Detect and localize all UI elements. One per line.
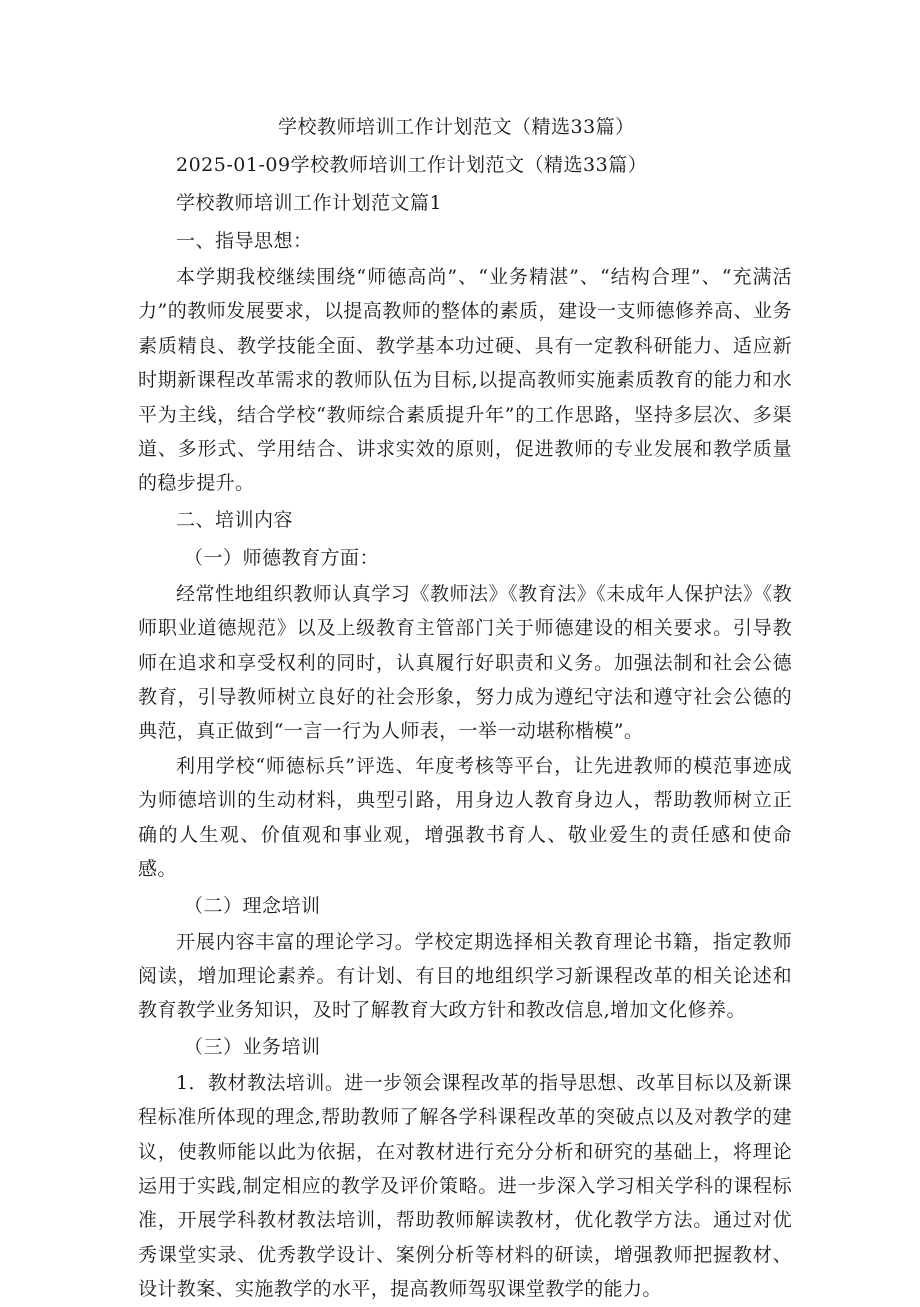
- paragraph-guiding-thought: 本学期我校继续围绕“师德高尚”、“业务精湛”、“结构合理”、“充满活力”的教师发展要求，以提高教师的整体的素质，建设一支师德修养高、业务素质精良、教学技能全面、教学基本功过硬、具有一定教科研能力、适应新时期新课程改革需求的教师队伍为目标,以提高教师实施素质教育的能力和水平为主线，结合学校“教师综合素质提升年”的工作思路，坚持多层次、多渠道、多形式、学用结合、讲求实效的原则，促进教师的专业发展和教学质量的稳步提升。: [138, 266, 792, 495]
- section-heading-guiding-thought: 一、指导思想：: [176, 230, 313, 252]
- subsection-heading-business: （三）业务培训: [184, 1035, 321, 1058]
- document-title: 学校教师培训工作计划范文（精选33篇）: [278, 116, 635, 138]
- subsection-heading-ethics: （一）师德教育方面：: [184, 546, 380, 569]
- paragraph-concept: 开展内容丰富的理论学习。学校定期选择相关教育理论书籍，指定教师阅读，增加理论素养。有计划、有目的地组织学习新课程改革的相关论述和教育教学业务知识，及时了解教育大政方针和教改信息,增加文化修养。: [138, 930, 792, 1022]
- paragraph-business: 1．教材教法培训。进一步领会课程改革的指导思想、改革目标以及新课程标准所体现的理念,帮助教师了解各学科课程改革的突破点以及对教学的建议，使教师能以此为依据，在对教材进行充分分析和研究的基础上，将理论运用于实践,制定相应的教学及评价策略。进一步深入学习相关学科的课程标准，开展学科教材教法培训，帮助教师解读教材，优化教学方法。通过对优秀课堂实录、优秀教学设计、案例分析等材料的研读，增强教师把握教材、设计教案、实施教学的水平，提高教师驾驭课堂教学的能力。: [138, 1071, 792, 1301]
- document-page: [138, 108, 792, 1307]
- article-heading: 学校教师培训工作计划范文篇1: [176, 192, 443, 214]
- section-heading-training-content: 二、培训内容: [176, 508, 294, 531]
- paragraph-ethics-2: 利用学校“师德标兵”评选、年度考核等平台，让先进教师的模范事迹成为师德培训的生动材料，典型引路，用身边人教育身边人，帮助教师树立正确的人生观、价值观和事业观，增强教书育人、敬业爱生的责任感和使命感。: [138, 754, 792, 881]
- subsection-heading-concept: （二）理念培训: [184, 894, 321, 917]
- paragraph-ethics-1: 经常性地组织教师认真学习《教师法》《教育法》《未成年人保护法》《教师职业道德规范》以及上级教育主管部门关于师德建设的相关要求。引导教师在追求和享受权利的同时，认真履行好职责和义务。加强法制和社会公德教育，引导教师树立良好的社会形象，努力成为遵纪守法和遵守社会公德的典范，真正做到“一言一行为人师表，一举一动堪称楷模”。: [138, 582, 792, 743]
- dated-title: 2025-01-09学校教师培训工作计划范文（精选33篇）: [176, 154, 648, 176]
